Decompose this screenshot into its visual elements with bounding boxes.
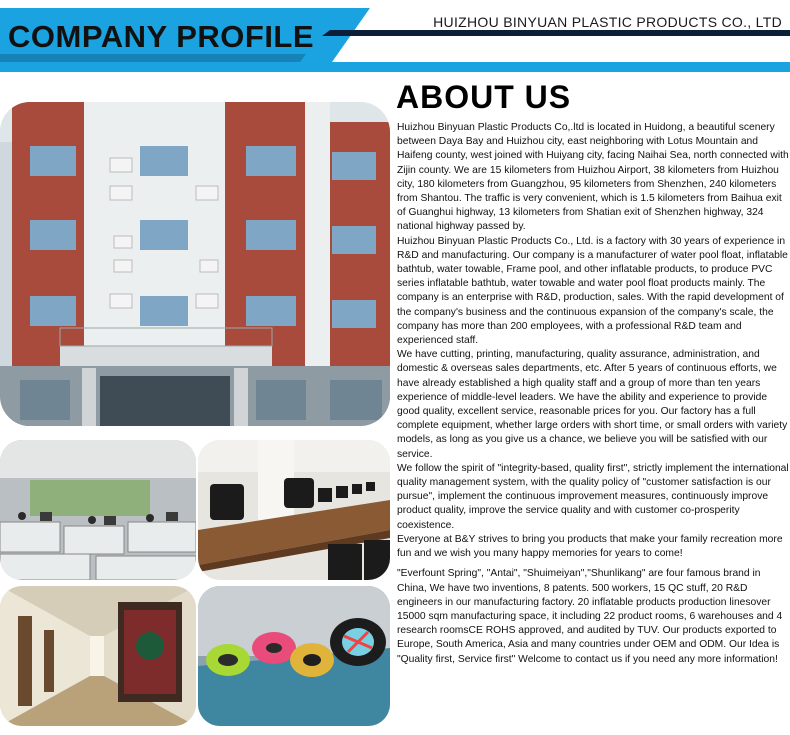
about-title: ABOUT US xyxy=(396,79,572,115)
page-title: COMPANY PROFILE xyxy=(8,19,315,54)
about-paragraph: We follow the spirit of "integrity-based, quality first", strictly implement the international quality management system, with the quality policy of "customer satisfaction is our pursue", implement the continuous improvement measures, continuously improve product quality, improve the service quality and with customer co-prosperity coexistence. xyxy=(397,462,789,531)
office-workspace-photo xyxy=(0,440,196,580)
corridor-photo xyxy=(0,586,196,726)
about-paragraph: "Everfount Spring", "Antai", "Shuimeiyan","Shunlikang" are four famous brand in China, We have two inventions, 8 patents. 500 workers, 15 QC stuff, 20 R&D engineers in our manufacturing factory. 20 inflatable products production linesover 15000 sqm manufacturing space, it including 22 product rooms, 6 warehouses and 4 research roomsCE ROHS approved, and audited by TUV. Our products exported to Europe, South America, Asia and many countries under OEM and ODM. Our Idea is "Quality first, Service first" Welcome to contact us if you need any more information! xyxy=(397,568,783,665)
about-paragraph: Huizhou Binyuan Plastic Products Co,.ltd is located in Huidong, a beautiful scenery between Daya Bay and Huizhou city, east neighboring with Lotus Mountain and Haifeng county, west joined with Huiyang city, facing Naihai Sea, north connected with Zijin county. We are 15 kilometers from Huizhou Airport, 38 kilometers from Huizhou city, 180 kilometers from Guangzhou, 95 kilometers from Shenzhen, 240 kilometers from Shantou. The traffic is very convenient, which is 1.5 kilometers from Baihua exit of Guanghui highway, 13 kilometers from Shatian exit of Shenzhen highway, 324 national highway passed by. xyxy=(397,122,789,233)
inflatable-products-photo xyxy=(198,586,390,726)
about-paragraph: Huizhou Binyuan Plastic Products Co., Ltd. is a factory with 30 years of experience in R&D and manufacturing. Our company is a manufacturer of water pool float, inflatable bathtub, water towable, Frame pool, and other inflatable products, to produce PVC series inflatable bathtub, water towable and water pool float products mainly. The company is an enterprise with R&D, production, sales. With the rapid development of the company's business and the continuous expansion of the company's scale, the company has more than 200 employees, with a professional R&D team and experienced staff. xyxy=(397,235,788,347)
about-paragraph: Everyone at B&Y strives to bring you products that make your family recreation more fun and we wish you many happy memories for years to come! xyxy=(397,533,783,560)
about-text xyxy=(397,121,789,667)
factory-building-photo xyxy=(0,102,390,426)
page-header xyxy=(0,0,790,72)
about-paragraph: We have cutting, printing, manufacturing, quality assurance, administration, and domestic & overseas sales departments, etc. After 5 years of continuous efforts, we have already established a high quality staff and a group of more than ten years experience of middle-level leaders. We have the ability and experience to provide good quality, excellent service, reasonable prices for you. Our factory has a full complete equipment, whether large orders with short time, or small orders with variety models, as long as you give us a chance, we believe you will be satisfied with our service. xyxy=(397,349,788,460)
meeting-room-photo xyxy=(198,440,390,580)
company-name: HUIZHOU BINYUAN PLASTIC PRODUCTS CO., LTD xyxy=(433,14,782,30)
